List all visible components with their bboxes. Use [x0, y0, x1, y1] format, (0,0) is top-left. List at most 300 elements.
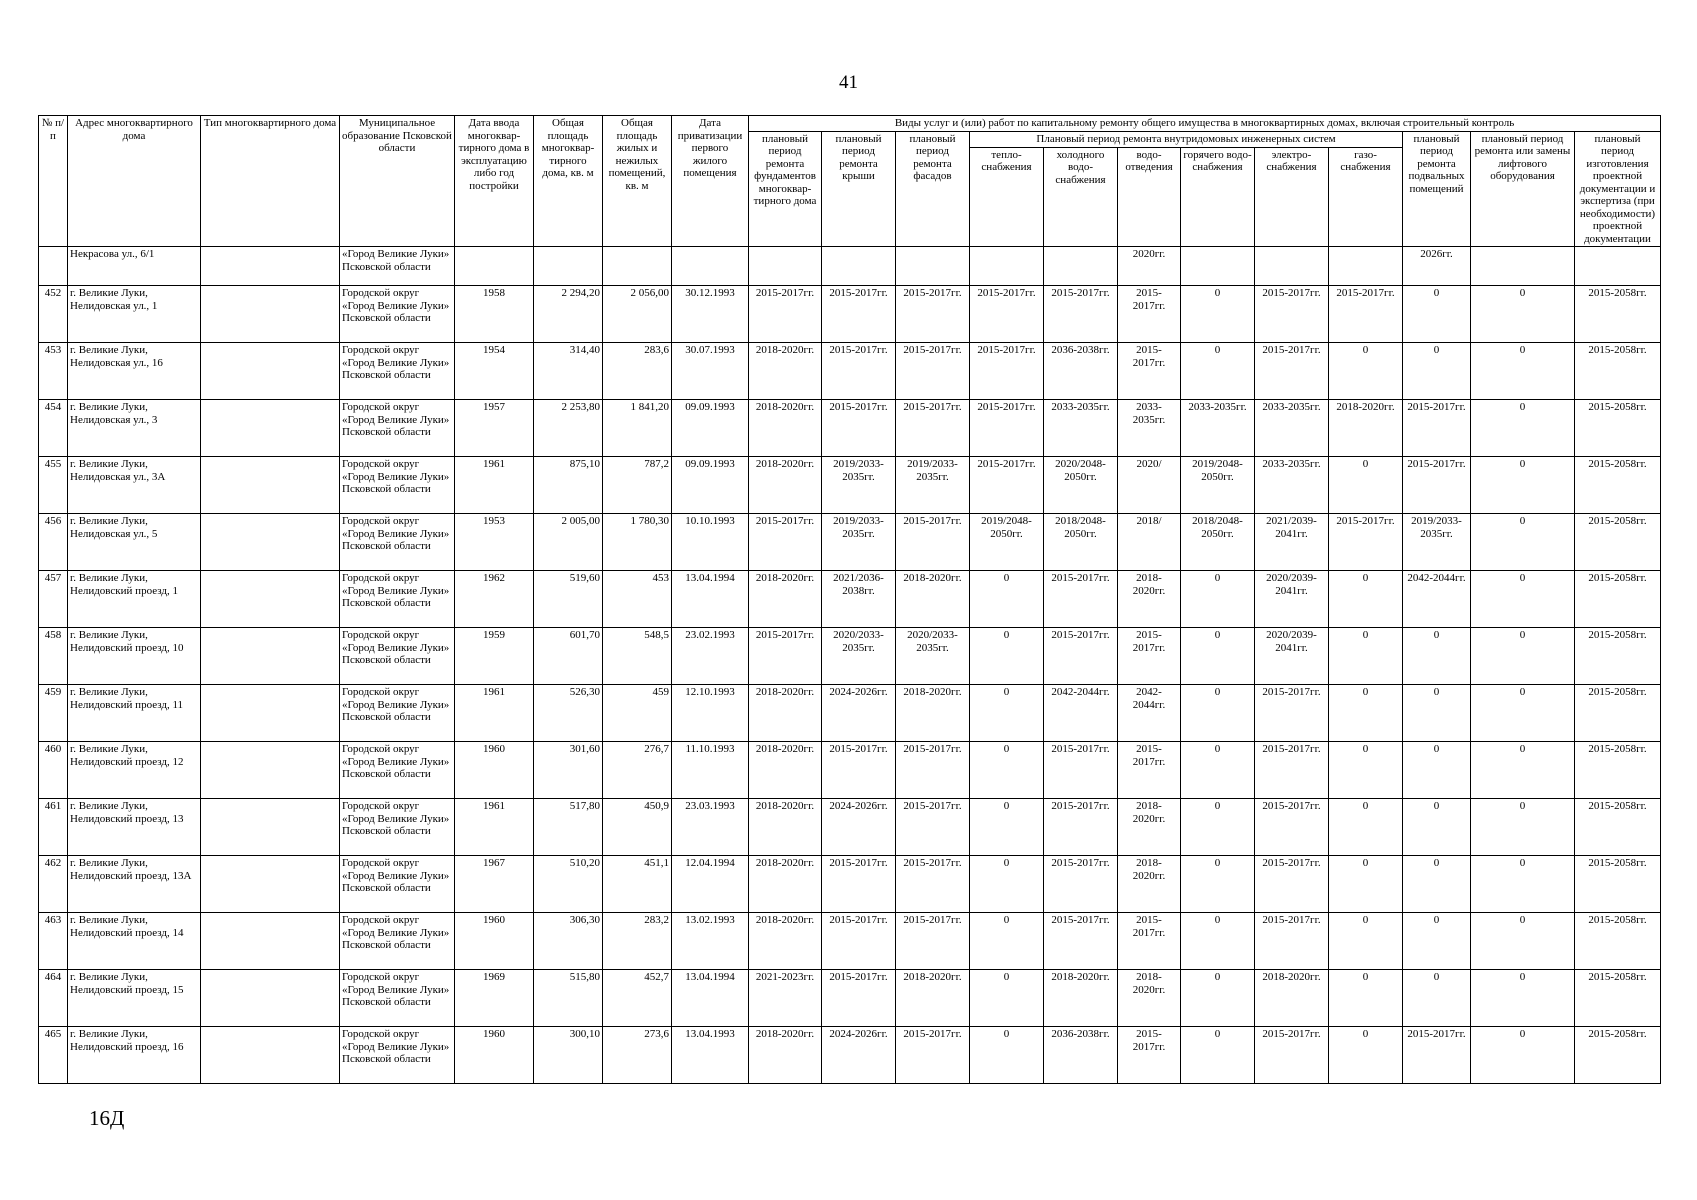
cell-foundation: [749, 247, 822, 286]
cell-municipality: Городской округ «Город Великие Луки» Псковской области: [340, 457, 455, 514]
cell-basement: 0: [1403, 286, 1471, 343]
cell-roof: 2024-2026гг.: [822, 1027, 896, 1084]
cell-gas: 0: [1329, 685, 1403, 742]
cell-facade: [896, 247, 970, 286]
cell-type: [201, 400, 340, 457]
cell-total-area: 2 005,00: [534, 514, 603, 571]
cell-foundation: 2015-2017гг.: [749, 514, 822, 571]
cell-design: 2015-2058гг.: [1575, 970, 1661, 1027]
cell-cold-water: 2015-2017гг.: [1044, 628, 1118, 685]
cell-sewer: 2015-2017гг.: [1118, 343, 1181, 400]
cell-address: г. Великие Луки, Нелидовская ул., 5: [68, 514, 201, 571]
cell-facade: 2015-2017гг.: [896, 856, 970, 913]
cell-municipality: Городской округ «Город Великие Луки» Псковской области: [340, 571, 455, 628]
cell-basement: 0: [1403, 343, 1471, 400]
cell-municipality: Городской округ «Город Великие Луки» Псковской области: [340, 400, 455, 457]
cell-roof: 2015-2017гг.: [822, 856, 896, 913]
cell-cold-water: 2015-2017гг.: [1044, 742, 1118, 799]
cell-electric: 2015-2017гг.: [1255, 685, 1329, 742]
cell-gas: 0: [1329, 343, 1403, 400]
cell-total-area: 875,10: [534, 457, 603, 514]
header-roof: плановый период ремонта крыши: [822, 131, 896, 247]
cell-living-area: 548,5: [603, 628, 672, 685]
cell-roof: 2024-2026гг.: [822, 799, 896, 856]
cell-gas: 2015-2017гг.: [1329, 514, 1403, 571]
cell-type: [201, 742, 340, 799]
cell-basement: 0: [1403, 970, 1471, 1027]
table-row: [39, 571, 1661, 628]
cell-gas: 0: [1329, 571, 1403, 628]
cell-heat: 0: [970, 856, 1044, 913]
cell-gas: 0: [1329, 742, 1403, 799]
cell-heat: 0: [970, 1027, 1044, 1084]
cell-design: 2015-2058гг.: [1575, 742, 1661, 799]
cell-electric: 2033-2035гг.: [1255, 400, 1329, 457]
cell-address: г. Великие Луки, Нелидовский проезд, 13А: [68, 856, 201, 913]
cell-basement: 0: [1403, 913, 1471, 970]
cell-foundation: 2021-2023гг.: [749, 970, 822, 1027]
cell-facade: 2015-2017гг.: [896, 913, 970, 970]
header-group-services: Виды услуг и (или) работ по капитальному ремонту общего имущества в многоквартирных домах, включая строительный контроль: [749, 116, 1661, 132]
table-row: [39, 343, 1661, 400]
table-row: [39, 400, 1661, 457]
cell-facade: 2015-2017гг.: [896, 343, 970, 400]
cell-privatization: 13.04.1993: [672, 1027, 749, 1084]
cell-sewer: 2018-2020гг.: [1118, 799, 1181, 856]
cell-cold-water: [1044, 247, 1118, 286]
cell-design: 2015-2058гг.: [1575, 799, 1661, 856]
cell-hot-water: 2019/2048-2050гг.: [1181, 457, 1255, 514]
cell-elevator: 0: [1471, 571, 1575, 628]
cell-foundation: 2018-2020гг.: [749, 1027, 822, 1084]
cell-address: г. Великие Луки, Нелидовский проезд, 11: [68, 685, 201, 742]
cell-privatization: [672, 247, 749, 286]
cell-privatization: 09.09.1993: [672, 457, 749, 514]
cell-living-area: 276,7: [603, 742, 672, 799]
cell-design: 2015-2058гг.: [1575, 628, 1661, 685]
cell-hot-water: 0: [1181, 685, 1255, 742]
table-row: [39, 457, 1661, 514]
page-number: 41: [839, 72, 858, 93]
table-row: [39, 742, 1661, 799]
cell-gas: 2015-2017гг.: [1329, 286, 1403, 343]
cell-basement: 2019/2033-2035гг.: [1403, 514, 1471, 571]
cell-sewer: 2015-2017гг.: [1118, 913, 1181, 970]
cell-cold-water: 2036-2038гг.: [1044, 1027, 1118, 1084]
header-address: Адрес многоквартирного дома: [68, 116, 201, 247]
cell-address: Некрасова ул., 6/1: [68, 247, 201, 286]
cell-living-area: 451,1: [603, 856, 672, 913]
cell-foundation: 2018-2020гг.: [749, 913, 822, 970]
cell-electric: 2015-2017гг.: [1255, 913, 1329, 970]
cell-no: 458: [39, 628, 68, 685]
cell-municipality: Городской округ «Город Великие Луки» Псковской области: [340, 343, 455, 400]
cell-cold-water: 2018/2048-2050гг.: [1044, 514, 1118, 571]
cell-municipality: Городской округ «Город Великие Луки» Псковской области: [340, 514, 455, 571]
cell-elevator: 0: [1471, 685, 1575, 742]
table-row: [39, 1027, 1661, 1084]
cell-design: 2015-2058гг.: [1575, 514, 1661, 571]
cell-electric: 2015-2017гг.: [1255, 799, 1329, 856]
header-group-engineering: Плановый период ремонта внутридомовых инженерных систем: [970, 131, 1403, 147]
cell-year: 1960: [455, 1027, 534, 1084]
cell-type: [201, 685, 340, 742]
cell-privatization: 09.09.1993: [672, 400, 749, 457]
cell-facade: 2015-2017гг.: [896, 799, 970, 856]
cell-gas: 0: [1329, 799, 1403, 856]
repair-schedule-table: [38, 115, 1661, 1084]
cell-no: 459: [39, 685, 68, 742]
cell-elevator: 0: [1471, 400, 1575, 457]
cell-foundation: 2018-2020гг.: [749, 457, 822, 514]
cell-type: [201, 799, 340, 856]
cell-cold-water: 2015-2017гг.: [1044, 799, 1118, 856]
cell-no: 452: [39, 286, 68, 343]
cell-address: г. Великие Луки, Нелидовский проезд, 16: [68, 1027, 201, 1084]
cell-heat: 2015-2017гг.: [970, 400, 1044, 457]
cell-heat: 0: [970, 970, 1044, 1027]
cell-sewer: 2015-2017гг.: [1118, 742, 1181, 799]
cell-address: г. Великие Луки, Нелидовский проезд, 1: [68, 571, 201, 628]
cell-address: г. Великие Луки, Нелидовский проезд, 15: [68, 970, 201, 1027]
cell-elevator: 0: [1471, 799, 1575, 856]
cell-living-area: 787,2: [603, 457, 672, 514]
cell-hot-water: 0: [1181, 799, 1255, 856]
cell-heat: [970, 247, 1044, 286]
cell-year: 1960: [455, 913, 534, 970]
cell-year: 1953: [455, 514, 534, 571]
table-row: [39, 628, 1661, 685]
cell-foundation: 2018-2020гг.: [749, 571, 822, 628]
cell-basement: 0: [1403, 799, 1471, 856]
cell-address: г. Великие Луки, Нелидовская ул., 3А: [68, 457, 201, 514]
cell-cold-water: 2018-2020гг.: [1044, 970, 1118, 1027]
cell-roof: 2020/2033-2035гг.: [822, 628, 896, 685]
cell-basement: 0: [1403, 628, 1471, 685]
header-elevator: плановый период ремонта или замены лифтового оборудования: [1471, 131, 1575, 247]
cell-elevator: 0: [1471, 742, 1575, 799]
cell-basement: 0: [1403, 742, 1471, 799]
header-commission-date: Дата ввода многоквар-тирного дома в эксплуатацию либо год постройки: [455, 116, 534, 247]
cell-year: 1957: [455, 400, 534, 457]
cell-address: г. Великие Луки, Нелидовская ул., 16: [68, 343, 201, 400]
cell-elevator: 0: [1471, 913, 1575, 970]
cell-no: 455: [39, 457, 68, 514]
cell-roof: 2015-2017гг.: [822, 913, 896, 970]
cell-municipality: Городской округ «Город Великие Луки» Псковской области: [340, 685, 455, 742]
cell-living-area: 273,6: [603, 1027, 672, 1084]
cell-sewer: 2018/: [1118, 514, 1181, 571]
header-design: плановый период изготовления проектной документации и экспертиза (при необходимости) проектной документации: [1575, 131, 1661, 247]
cell-electric: 2018-2020гг.: [1255, 970, 1329, 1027]
cell-cold-water: 2020/2048-2050гг.: [1044, 457, 1118, 514]
cell-address: г. Великие Луки, Нелидовская ул., 1: [68, 286, 201, 343]
cell-hot-water: 0: [1181, 856, 1255, 913]
cell-basement: 2015-2017гг.: [1403, 400, 1471, 457]
cell-no: 461: [39, 799, 68, 856]
cell-municipality: Городской округ «Город Великие Луки» Псковской области: [340, 742, 455, 799]
cell-foundation: 2018-2020гг.: [749, 742, 822, 799]
cell-heat: 0: [970, 685, 1044, 742]
cell-total-area: 601,70: [534, 628, 603, 685]
cell-design: 2015-2058гг.: [1575, 856, 1661, 913]
cell-type: [201, 571, 340, 628]
cell-living-area: 459: [603, 685, 672, 742]
cell-facade: 2018-2020гг.: [896, 571, 970, 628]
cell-hot-water: 0: [1181, 571, 1255, 628]
cell-privatization: 12.04.1994: [672, 856, 749, 913]
cell-total-area: 526,30: [534, 685, 603, 742]
cell-municipality: Городской округ «Город Великие Луки» Псковской области: [340, 970, 455, 1027]
cell-heat: 0: [970, 742, 1044, 799]
cell-design: 2015-2058гг.: [1575, 1027, 1661, 1084]
cell-roof: 2015-2017гг.: [822, 343, 896, 400]
cell-privatization: 13.02.1993: [672, 913, 749, 970]
cell-no: 465: [39, 1027, 68, 1084]
cell-elevator: 0: [1471, 970, 1575, 1027]
header-cold-water: холодного водо-снабжения: [1044, 147, 1118, 246]
cell-type: [201, 1027, 340, 1084]
cell-privatization: 13.04.1994: [672, 571, 749, 628]
header-total-area: Общая площадь многоквар-тирного дома, кв. м: [534, 116, 603, 247]
cell-roof: 2015-2017гг.: [822, 286, 896, 343]
cell-living-area: 1 841,20: [603, 400, 672, 457]
cell-facade: 2015-2017гг.: [896, 400, 970, 457]
cell-type: [201, 913, 340, 970]
cell-gas: 0: [1329, 970, 1403, 1027]
cell-elevator: 0: [1471, 628, 1575, 685]
cell-privatization: 30.12.1993: [672, 286, 749, 343]
cell-type: [201, 514, 340, 571]
cell-heat: 0: [970, 913, 1044, 970]
cell-privatization: 13.04.1994: [672, 970, 749, 1027]
cell-living-area: 450,9: [603, 799, 672, 856]
cell-sewer: 2018-2020гг.: [1118, 856, 1181, 913]
cell-electric: 2015-2017гг.: [1255, 856, 1329, 913]
cell-sewer: 2033-2035гг.: [1118, 400, 1181, 457]
cell-electric: 2021/2039-2041гг.: [1255, 514, 1329, 571]
cell-year: [455, 247, 534, 286]
cell-foundation: 2015-2017гг.: [749, 628, 822, 685]
header-heat: тепло-снабжения: [970, 147, 1044, 246]
cell-municipality: Городской округ «Город Великие Луки» Псковской области: [340, 799, 455, 856]
cell-total-area: 301,60: [534, 742, 603, 799]
cell-roof: 2015-2017гг.: [822, 742, 896, 799]
cell-basement: 2026гг.: [1403, 247, 1471, 286]
cell-roof: 2024-2026гг.: [822, 685, 896, 742]
header-gas: газо-снабжения: [1329, 147, 1403, 246]
cell-total-area: 306,30: [534, 913, 603, 970]
cell-living-area: 452,7: [603, 970, 672, 1027]
cell-no: 460: [39, 742, 68, 799]
cell-foundation: 2018-2020гг.: [749, 856, 822, 913]
cell-gas: 0: [1329, 1027, 1403, 1084]
cell-basement: 2015-2017гг.: [1403, 457, 1471, 514]
cell-facade: 2018-2020гг.: [896, 970, 970, 1027]
cell-living-area: [603, 247, 672, 286]
cell-electric: 2015-2017гг.: [1255, 742, 1329, 799]
cell-year: 1961: [455, 457, 534, 514]
table-row: [39, 247, 1661, 286]
cell-basement: 2015-2017гг.: [1403, 1027, 1471, 1084]
cell-privatization: 11.10.1993: [672, 742, 749, 799]
cell-no: 456: [39, 514, 68, 571]
cell-gas: 0: [1329, 628, 1403, 685]
cell-sewer: 2015-2017гг.: [1118, 286, 1181, 343]
table-row: [39, 799, 1661, 856]
cell-hot-water: [1181, 247, 1255, 286]
cell-roof: 2019/2033-2035гг.: [822, 457, 896, 514]
cell-type: [201, 286, 340, 343]
cell-living-area: 1 780,30: [603, 514, 672, 571]
cell-sewer: 2020/: [1118, 457, 1181, 514]
cell-design: [1575, 247, 1661, 286]
cell-sewer: 2018-2020гг.: [1118, 571, 1181, 628]
cell-elevator: 0: [1471, 514, 1575, 571]
cell-foundation: 2018-2020гг.: [749, 343, 822, 400]
cell-heat: 2015-2017гг.: [970, 286, 1044, 343]
cell-facade: 2020/2033-2035гг.: [896, 628, 970, 685]
cell-basement: 0: [1403, 856, 1471, 913]
cell-elevator: 0: [1471, 343, 1575, 400]
table-row: [39, 685, 1661, 742]
header-type: Тип многоквартирного дома: [201, 116, 340, 247]
cell-address: г. Великие Луки, Нелидовский проезд, 13: [68, 799, 201, 856]
table-row: [39, 970, 1661, 1027]
cell-design: 2015-2058гг.: [1575, 571, 1661, 628]
cell-year: 1959: [455, 628, 534, 685]
cell-cold-water: 2015-2017гг.: [1044, 286, 1118, 343]
cell-elevator: 0: [1471, 457, 1575, 514]
cell-municipality: Городской округ «Город Великие Луки» Псковской области: [340, 1027, 455, 1084]
cell-gas: 0: [1329, 457, 1403, 514]
cell-facade: 2015-2017гг.: [896, 514, 970, 571]
cell-basement: 2042-2044гг.: [1403, 571, 1471, 628]
cell-address: г. Великие Луки, Нелидовский проезд, 10: [68, 628, 201, 685]
cell-privatization: 10.10.1993: [672, 514, 749, 571]
cell-no: 457: [39, 571, 68, 628]
cell-design: 2015-2058гг.: [1575, 913, 1661, 970]
cell-design: 2015-2058гг.: [1575, 457, 1661, 514]
cell-gas: 2018-2020гг.: [1329, 400, 1403, 457]
cell-no: 453: [39, 343, 68, 400]
cell-electric: 2015-2017гг.: [1255, 343, 1329, 400]
cell-heat: 0: [970, 571, 1044, 628]
header-foundation: плановый период ремонта фундаментов многоквар-тирного дома: [749, 131, 822, 247]
cell-electric: 2015-2017гг.: [1255, 1027, 1329, 1084]
cell-elevator: 0: [1471, 1027, 1575, 1084]
cell-roof: 2015-2017гг.: [822, 400, 896, 457]
cell-cold-water: 2015-2017гг.: [1044, 913, 1118, 970]
cell-hot-water: 2033-2035гг.: [1181, 400, 1255, 457]
cell-type: [201, 628, 340, 685]
cell-elevator: 0: [1471, 286, 1575, 343]
cell-hot-water: 2018/2048-2050гг.: [1181, 514, 1255, 571]
cell-electric: 2020/2039-2041гг.: [1255, 628, 1329, 685]
cell-gas: 0: [1329, 913, 1403, 970]
cell-total-area: [534, 247, 603, 286]
cell-no: 454: [39, 400, 68, 457]
cell-foundation: 2015-2017гг.: [749, 286, 822, 343]
cell-roof: 2019/2033-2035гг.: [822, 514, 896, 571]
cell-privatization: 12.10.1993: [672, 685, 749, 742]
cell-year: 1960: [455, 742, 534, 799]
cell-roof: 2015-2017гг.: [822, 970, 896, 1027]
cell-basement: 0: [1403, 685, 1471, 742]
table-row: [39, 856, 1661, 913]
header-no: № п/п: [39, 116, 68, 247]
cell-gas: 0: [1329, 856, 1403, 913]
cell-electric: 2020/2039-2041гг.: [1255, 571, 1329, 628]
cell-cold-water: 2042-2044гг.: [1044, 685, 1118, 742]
cell-elevator: 0: [1471, 856, 1575, 913]
cell-total-area: 517,80: [534, 799, 603, 856]
cell-foundation: 2018-2020гг.: [749, 799, 822, 856]
cell-sewer: 2018-2020гг.: [1118, 970, 1181, 1027]
cell-municipality: Городской округ «Город Великие Луки» Псковской области: [340, 628, 455, 685]
table-body: [39, 247, 1661, 1084]
cell-facade: 2015-2017гг.: [896, 286, 970, 343]
cell-no: 462: [39, 856, 68, 913]
cell-type: [201, 247, 340, 286]
cell-elevator: [1471, 247, 1575, 286]
cell-type: [201, 457, 340, 514]
cell-living-area: 283,6: [603, 343, 672, 400]
header-municipality: Муниципальное образование Псковской области: [340, 116, 455, 247]
table-row: [39, 913, 1661, 970]
header-basement: плановый период ремонта подвальных помещений: [1403, 131, 1471, 247]
cell-type: [201, 343, 340, 400]
header-electric: электро-снабжения: [1255, 147, 1329, 246]
cell-year: 1961: [455, 799, 534, 856]
cell-total-area: 314,40: [534, 343, 603, 400]
cell-foundation: 2018-2020гг.: [749, 685, 822, 742]
cell-no: 463: [39, 913, 68, 970]
cell-municipality: Городской округ «Город Великие Луки» Псковской области: [340, 286, 455, 343]
cell-sewer: 2015-2017гг.: [1118, 628, 1181, 685]
cell-address: г. Великие Луки, Нелидовский проезд, 12: [68, 742, 201, 799]
cell-design: 2015-2058гг.: [1575, 286, 1661, 343]
cell-municipality: Городской округ «Город Великие Луки» Псковской области: [340, 913, 455, 970]
cell-year: 1954: [455, 343, 534, 400]
cell-facade: 2015-2017гг.: [896, 1027, 970, 1084]
cell-design: 2015-2058гг.: [1575, 685, 1661, 742]
cell-type: [201, 970, 340, 1027]
cell-roof: 2021/2036-2038гг.: [822, 571, 896, 628]
cell-roof: [822, 247, 896, 286]
cell-cold-water: 2036-2038гг.: [1044, 343, 1118, 400]
cell-hot-water: 0: [1181, 286, 1255, 343]
cell-design: 2015-2058гг.: [1575, 400, 1661, 457]
cell-foundation: 2018-2020гг.: [749, 400, 822, 457]
cell-sewer: 2042-2044гг.: [1118, 685, 1181, 742]
cell-year: 1967: [455, 856, 534, 913]
cell-cold-water: 2033-2035гг.: [1044, 400, 1118, 457]
cell-municipality: «Город Великие Луки» Псковской области: [340, 247, 455, 286]
header-facade: плановый период ремонта фасадов: [896, 131, 970, 247]
cell-year: 1969: [455, 970, 534, 1027]
cell-hot-water: 0: [1181, 628, 1255, 685]
cell-electric: 2033-2035гг.: [1255, 457, 1329, 514]
cell-heat: 2015-2017гг.: [970, 457, 1044, 514]
cell-address: г. Великие Луки, Нелидовский проезд, 14: [68, 913, 201, 970]
cell-privatization: 23.02.1993: [672, 628, 749, 685]
cell-no: [39, 247, 68, 286]
cell-cold-water: 2015-2017гг.: [1044, 856, 1118, 913]
cell-facade: 2018-2020гг.: [896, 685, 970, 742]
cell-heat: 2019/2048-2050гг.: [970, 514, 1044, 571]
cell-privatization: 23.03.1993: [672, 799, 749, 856]
